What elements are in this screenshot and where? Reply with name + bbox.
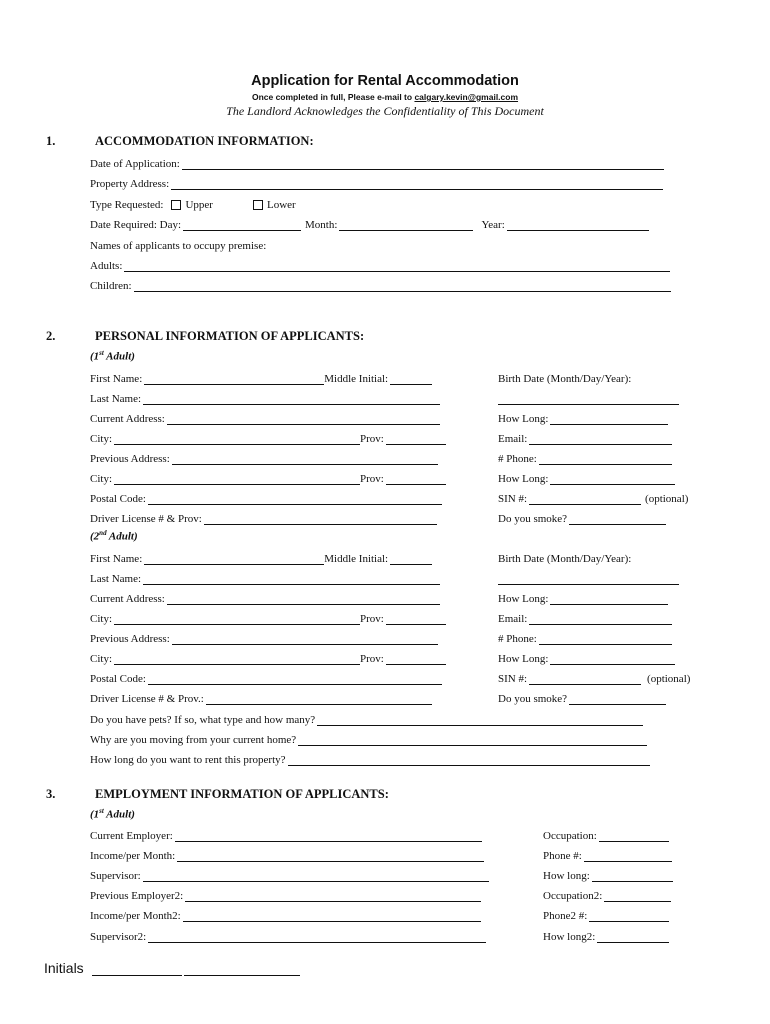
initials-field-1[interactable]	[92, 961, 182, 976]
first-adult-close: Adult)	[103, 350, 135, 363]
a2-city-row	[90, 609, 446, 625]
confidentiality-note: The Landlord Acknowledges the Confidentiality of This Document	[226, 104, 544, 118]
a1-last-name-label: Last Name:	[90, 393, 142, 405]
a2-smoke-row	[498, 689, 666, 705]
a2-how-long-2-label: How Long:	[498, 653, 549, 665]
children-label: Children:	[90, 280, 132, 292]
a1-email-row	[498, 429, 672, 445]
occupation-row	[543, 826, 669, 842]
occupation-2-label: Occupation2:	[543, 890, 603, 902]
rent-duration-row	[90, 750, 650, 766]
day-field[interactable]	[183, 219, 301, 231]
a1-prov-field[interactable]	[386, 433, 446, 445]
a2-driver-license-row	[90, 689, 432, 705]
a2-postal-row	[90, 669, 442, 685]
a2-last-name-row	[90, 569, 440, 585]
rent-duration-field[interactable]	[288, 754, 650, 766]
occupation-2-field[interactable]	[604, 890, 671, 902]
type-requested-row	[90, 195, 296, 211]
a2-city-field[interactable]	[114, 613, 360, 625]
a1-smoke-label: Do you smoke?	[498, 513, 568, 525]
a2-email-field[interactable]	[529, 613, 672, 625]
a1-how-long-2-row	[498, 469, 675, 485]
emp-how-long-2-field[interactable]	[597, 931, 669, 943]
a2-previous-address-field[interactable]	[172, 633, 438, 645]
a2-prov-label: Prov:	[360, 613, 384, 625]
a1-sin-optional: (optional)	[645, 493, 689, 505]
a2-last-name-field[interactable]	[143, 573, 440, 585]
a1-phone-label: # Phone:	[498, 453, 537, 465]
a1-middle-initial-label: Middle Initial:	[324, 373, 389, 385]
a2-city-label: City:	[90, 613, 113, 625]
a2-phone-label: # Phone:	[498, 633, 537, 645]
date-of-application-field[interactable]	[182, 158, 664, 170]
a2-first-name-field[interactable]	[144, 553, 324, 565]
a2-prev-prov-field[interactable]	[386, 653, 446, 665]
a1-current-address-label: Current Address:	[90, 413, 165, 425]
a2-current-address-row	[90, 589, 440, 605]
emp-how-long-label: How long:	[543, 870, 590, 882]
a2-first-name-label: First Name:	[90, 553, 143, 565]
emp-phone-field[interactable]	[584, 850, 672, 862]
a1-previous-address-label: Previous Address:	[90, 453, 170, 465]
pets-field[interactable]	[317, 714, 643, 726]
current-employer-field[interactable]	[175, 830, 482, 842]
children-field[interactable]	[134, 280, 671, 292]
a1-birth-date-label: Birth Date (Month/Day/Year):	[498, 373, 632, 385]
a2-middle-initial-label: Middle Initial:	[324, 553, 389, 565]
a2-email-row	[498, 609, 672, 625]
section-title-personal: PERSONAL INFORMATION OF APPLICANTS:	[95, 329, 365, 343]
rent-duration-label: How long do you want to rent this property?	[90, 754, 286, 766]
a1-prev-prov-label: Prov:	[360, 473, 384, 485]
current-employer-row	[90, 826, 482, 842]
section-number-3: 3.	[46, 787, 56, 801]
a2-prev-city-label: City:	[90, 653, 113, 665]
a2-phone-row	[498, 629, 672, 645]
supervisor-row	[90, 866, 489, 882]
a2-prev-prov-label: Prov:	[360, 653, 384, 665]
a2-email-label: Email:	[498, 613, 528, 625]
a2-sin-row	[498, 669, 690, 685]
emp-how-long-field[interactable]	[592, 870, 673, 882]
a2-prev-city-field[interactable]	[114, 653, 360, 665]
initials-label: Initials	[44, 960, 84, 976]
a2-phone-field[interactable]	[539, 633, 672, 645]
a1-smoke-field[interactable]	[569, 513, 666, 525]
a2-birth-date-row	[498, 569, 679, 585]
a1-birth-date-field[interactable]	[498, 393, 679, 405]
supervisor-label: Supervisor:	[90, 870, 141, 882]
a1-phone-row	[498, 449, 672, 465]
a2-how-long-2-row	[498, 649, 675, 665]
second-adult-open: (2	[90, 530, 100, 543]
children-row	[90, 276, 671, 292]
property-address-label: Property Address:	[90, 178, 170, 190]
emp-how-long-2-row	[543, 927, 669, 943]
previous-employer-field[interactable]	[185, 890, 481, 902]
a2-birth-date-label: Birth Date (Month/Day/Year):	[498, 553, 632, 565]
a2-sin-optional: (optional)	[647, 673, 691, 685]
emp-phone-row	[543, 846, 672, 862]
supervisor-2-label: Supervisor2:	[90, 931, 147, 943]
a1-city-field[interactable]	[114, 433, 360, 445]
emp-first-adult-open: (1	[90, 808, 100, 821]
previous-employer-row	[90, 886, 481, 902]
a2-sin-label: SIN #:	[498, 673, 528, 685]
date-required-row	[90, 215, 649, 231]
income-label: Income/per Month:	[90, 850, 176, 862]
moving-field[interactable]	[298, 734, 647, 746]
date-of-application-row	[90, 154, 664, 170]
a1-phone-field[interactable]	[539, 453, 672, 465]
occupation-field[interactable]	[599, 830, 669, 842]
a1-how-long-2-field[interactable]	[550, 473, 675, 485]
a2-driver-license-label: Driver License # & Prov.:	[90, 693, 204, 705]
lower-label: Lower	[266, 199, 296, 211]
a2-how-long-2-field[interactable]	[550, 653, 675, 665]
employment-first-adult-heading	[90, 807, 135, 821]
a1-prev-city-field[interactable]	[114, 473, 360, 485]
first-adult-sup: st	[99, 349, 104, 357]
a1-email-field[interactable]	[529, 433, 672, 445]
a1-how-long-2-label: How Long:	[498, 473, 549, 485]
second-adult-close: Adult)	[106, 530, 138, 543]
a1-driver-license-field[interactable]	[204, 513, 437, 525]
income-field[interactable]	[177, 850, 484, 862]
a1-current-address-row	[90, 409, 440, 425]
a1-last-name-row	[90, 389, 440, 405]
property-address-field[interactable]	[171, 178, 663, 190]
a1-city-row	[90, 429, 446, 445]
emp-how-long-2-label: How long2:	[543, 931, 596, 943]
a2-last-name-label: Last Name:	[90, 573, 142, 585]
a2-previous-address-row	[90, 629, 438, 645]
a2-prev-city-row	[90, 649, 446, 665]
moving-label: Why are you moving from your current home?	[90, 734, 297, 746]
a2-first-name-row	[90, 549, 432, 565]
income-2-row	[90, 906, 481, 922]
emp-phone-2-row	[543, 906, 669, 922]
first-adult-heading	[90, 349, 135, 363]
pets-label: Do you have pets? If so, what type and how many?	[90, 714, 316, 726]
a2-prov-field[interactable]	[386, 613, 446, 625]
names-of-applicants-label: Names of applicants to occupy premise:	[90, 240, 267, 252]
emp-how-long-row	[543, 866, 673, 882]
subtitle-text: Once completed in full, Please e-mail to	[251, 92, 415, 102]
type-requested-label: Type Requested:	[90, 199, 164, 211]
a1-smoke-row	[498, 509, 666, 525]
date-required-day-label: Date Required: Day:	[90, 219, 182, 231]
a2-smoke-label: Do you smoke?	[498, 693, 568, 705]
a1-first-name-field[interactable]	[144, 373, 324, 385]
a2-smoke-field[interactable]	[569, 693, 666, 705]
upper-label: Upper	[185, 199, 213, 211]
a2-current-address-label: Current Address:	[90, 593, 165, 605]
second-adult-heading	[90, 529, 138, 543]
a1-prev-prov-field[interactable]	[386, 473, 446, 485]
a2-postal-field[interactable]	[148, 673, 442, 685]
first-adult-open: (1	[90, 350, 100, 363]
lower-checkbox[interactable]	[253, 200, 263, 210]
month-label: Month:	[305, 219, 338, 231]
emp-phone-2-field[interactable]	[589, 910, 669, 922]
emp-first-adult-sup: st	[99, 807, 104, 815]
adults-field[interactable]	[124, 260, 670, 272]
a1-first-name-row	[90, 369, 432, 385]
section-number-2: 2.	[46, 329, 56, 343]
income-row	[90, 846, 484, 862]
upper-checkbox[interactable]	[171, 200, 181, 210]
supervisor-2-row	[90, 927, 486, 943]
property-address-row	[90, 174, 663, 190]
a1-birth-date-row	[498, 389, 679, 405]
previous-employer-label: Previous Employer2:	[90, 890, 184, 902]
emp-phone-label: Phone #:	[543, 850, 582, 862]
supervisor-field[interactable]	[143, 870, 489, 882]
emp-first-adult-close: Adult)	[103, 808, 135, 821]
a2-postal-label: Postal Code:	[90, 673, 146, 685]
pets-row	[90, 710, 643, 726]
emp-phone-2-label: Phone2 #:	[543, 910, 588, 922]
a1-how-long-row	[498, 409, 668, 425]
a1-middle-initial-field[interactable]	[390, 373, 432, 385]
a1-sin-field[interactable]	[529, 493, 641, 505]
document-title: Application for Rental Accommodation	[251, 73, 519, 89]
document-subtitle	[0, 92, 770, 102]
a2-middle-initial-field[interactable]	[390, 553, 432, 565]
a1-city-label: City:	[90, 433, 113, 445]
a1-email-label: Email:	[498, 433, 528, 445]
a1-sin-label: SIN #:	[498, 493, 528, 505]
income-2-field[interactable]	[183, 910, 481, 922]
a1-current-address-field[interactable]	[167, 413, 440, 425]
a1-last-name-field[interactable]	[143, 393, 440, 405]
section-title-employment: EMPLOYMENT INFORMATION OF APPLICANTS:	[95, 787, 389, 801]
a1-postal-label: Postal Code:	[90, 493, 146, 505]
a1-sin-row	[498, 489, 688, 505]
adults-label: Adults:	[90, 260, 123, 272]
a2-how-long-label: How Long:	[498, 593, 549, 605]
a1-how-long-label: How Long:	[498, 413, 549, 425]
a2-birth-date-field[interactable]	[498, 573, 679, 585]
a2-how-long-field[interactable]	[550, 593, 668, 605]
a1-first-name-label: First Name:	[90, 373, 143, 385]
moving-row	[90, 730, 647, 746]
a1-postal-field[interactable]	[148, 493, 442, 505]
a2-previous-address-label: Previous Address:	[90, 633, 170, 645]
a1-previous-address-field[interactable]	[172, 453, 438, 465]
second-adult-sup: nd	[99, 529, 107, 537]
initials-row	[44, 960, 300, 976]
initials-field-2[interactable]	[184, 961, 300, 976]
a1-driver-license-label: Driver License # & Prov:	[90, 513, 202, 525]
year-label: Year:	[481, 219, 505, 231]
a1-prev-city-label: City:	[90, 473, 113, 485]
a2-sin-field[interactable]	[529, 673, 641, 685]
a1-postal-row	[90, 489, 442, 505]
a1-prov-label: Prov:	[360, 433, 384, 445]
a2-driver-license-field[interactable]	[206, 693, 432, 705]
income-2-label: Income/per Month2:	[90, 910, 181, 922]
a2-current-address-field[interactable]	[167, 593, 440, 605]
a1-prev-city-row	[90, 469, 446, 485]
section-number-1: 1.	[46, 134, 56, 148]
a2-how-long-row	[498, 589, 668, 605]
supervisor-2-field[interactable]	[148, 931, 486, 943]
date-of-application-label: Date of Application:	[90, 158, 180, 170]
a1-driver-license-row	[90, 509, 437, 525]
adults-row	[90, 256, 670, 272]
occupation-label: Occupation:	[543, 830, 597, 842]
section-title-accommodation: ACCOMMODATION INFORMATION:	[95, 134, 314, 148]
month-field[interactable]	[339, 219, 473, 231]
year-field[interactable]	[507, 219, 649, 231]
email-link[interactable]: calgary.kevin@gmail.com	[414, 92, 519, 102]
a1-how-long-field[interactable]	[550, 413, 668, 425]
current-employer-label: Current Employer:	[90, 830, 173, 842]
a1-previous-address-row	[90, 449, 438, 465]
occupation-2-row	[543, 886, 671, 902]
